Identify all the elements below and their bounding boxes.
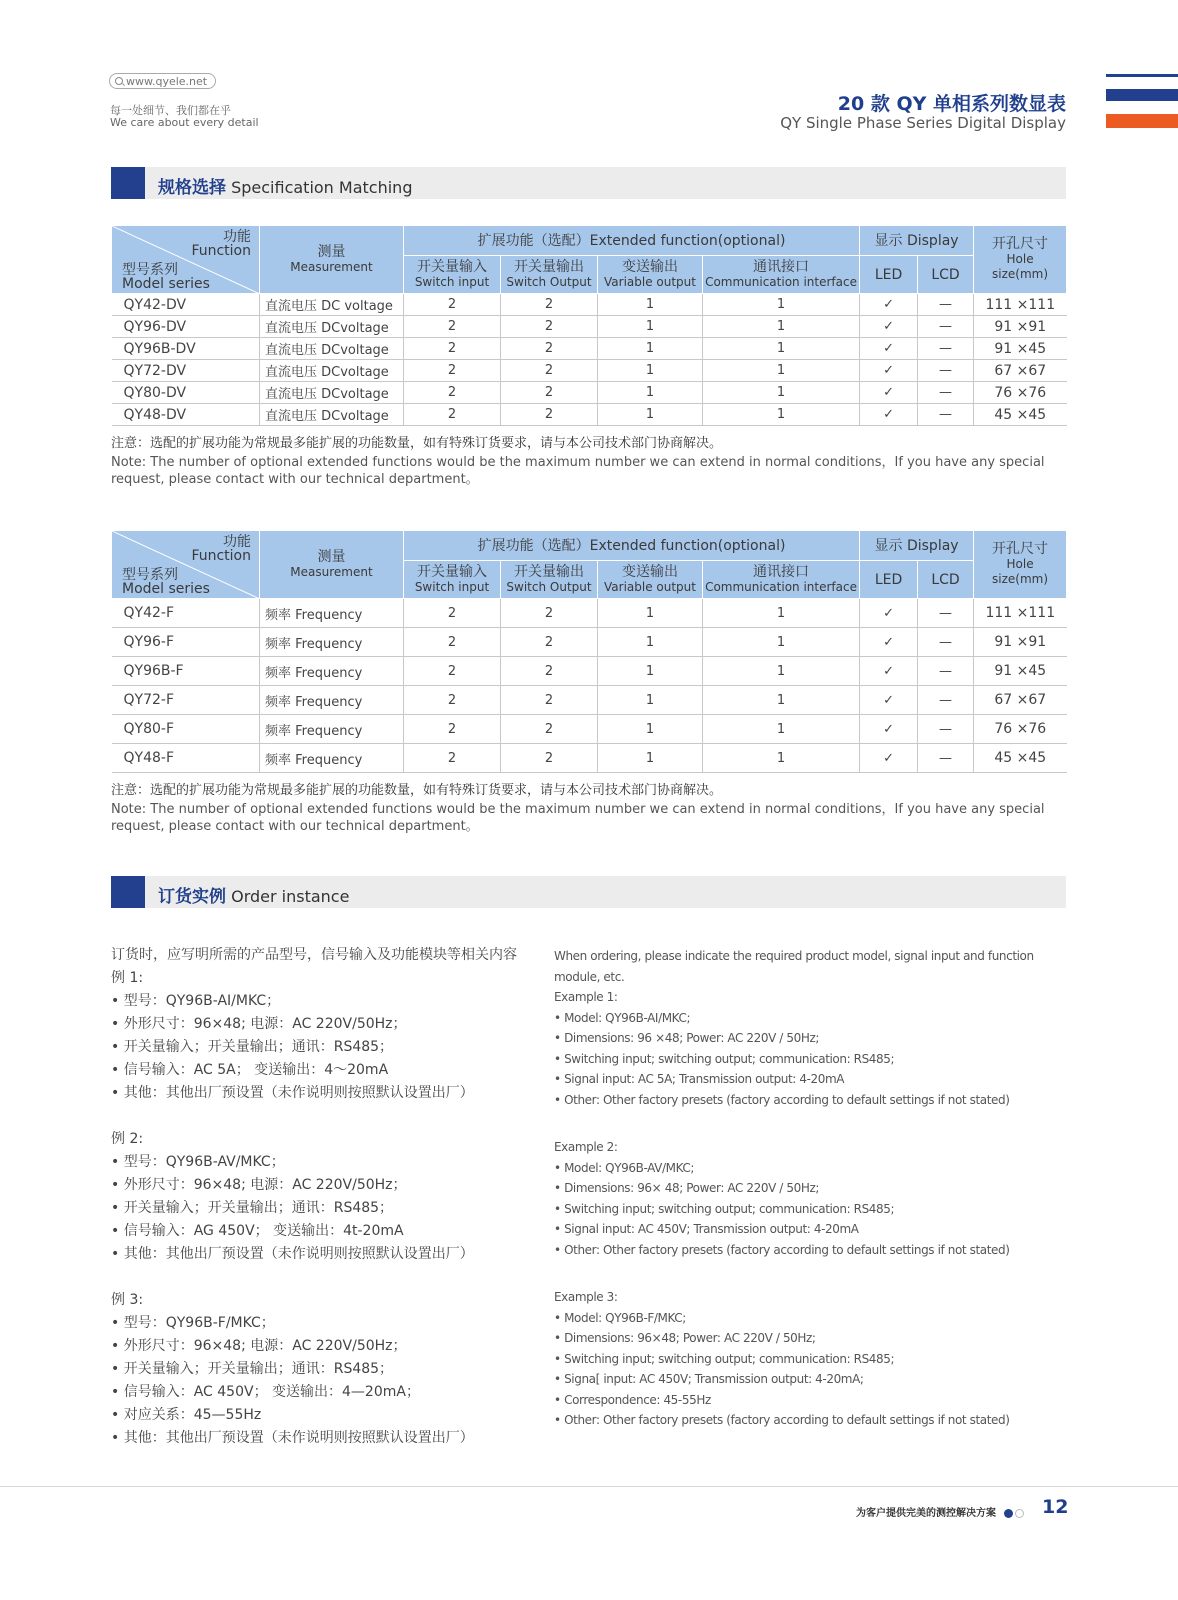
slogan-cn: 每一处细节、我们都在乎 — [110, 104, 231, 117]
order-line: • Dimensions: 96 ×48; Power: AC 220V / 50Hz; — [554, 1028, 1054, 1049]
cell-meas: 直流电压 DCvoltage — [260, 360, 404, 382]
section-title-en: Order instance — [231, 887, 350, 906]
header-hole-size: 开孔尺寸 Hole size(mm) — [974, 226, 1067, 294]
spec-table-dv — [111, 225, 1067, 426]
cell-so: 2 — [501, 316, 598, 338]
header-extended: 扩展功能（选配）Extended function(optional) — [404, 531, 860, 561]
order-line: • 对应关系：45—55Hz — [111, 1404, 551, 1427]
order-line: • 信号输入：AG 450V； 变送输出：4t-20mA — [111, 1220, 551, 1243]
cell-comm: 1 — [703, 338, 860, 360]
cell-lcd: — — [918, 599, 974, 628]
header-measurement: 测量 Measurement — [260, 531, 404, 599]
cell-vo: 1 — [598, 715, 703, 744]
cell-model: QY96-F — [112, 628, 260, 657]
table-row — [112, 360, 1067, 382]
table-row — [112, 657, 1067, 686]
cell-si: 2 — [404, 294, 501, 316]
cell-model: QY42-F — [112, 599, 260, 628]
order-line-heading: 例 3: — [111, 1292, 144, 1308]
cell-comm: 1 — [703, 316, 860, 338]
cell-vo: 1 — [598, 316, 703, 338]
header-switch-output: 开关量输出 Switch Output — [501, 561, 598, 599]
cell-model: QY80-DV — [112, 382, 260, 404]
cell-hole: 91 ×45 — [974, 657, 1067, 686]
website-url[interactable] — [109, 73, 216, 89]
order-line: • Correspondence: 45-55Hz — [554, 1390, 1054, 1411]
order-line: • Switching input; switching output; communication: RS485; — [554, 1049, 1054, 1070]
order-line: • Model: QY96B-AV/MKC; — [554, 1158, 1054, 1179]
order-line-heading: When ordering, please indicate the required product model, signal input and function module, etc. — [554, 949, 1034, 984]
order-line: • 开关量输入；开关量输出；通讯：RS485； — [111, 1036, 551, 1059]
cell-so: 2 — [501, 744, 598, 773]
cell-so: 2 — [501, 404, 598, 426]
spacer — [111, 1105, 551, 1128]
cell-si: 2 — [404, 360, 501, 382]
order-line: • 其他：其他出厂预设置（未作说明则按照默认设置出厂） — [111, 1243, 551, 1266]
cell-vo: 1 — [598, 744, 703, 773]
order-line: • Dimensions: 96×48; Power: AC 220V / 50Hz; — [554, 1328, 1054, 1349]
cell-so: 2 — [501, 360, 598, 382]
cell-led: ✓ — [860, 294, 918, 316]
cell-meas: 频率 Frequency — [260, 715, 404, 744]
cell-comm: 1 — [703, 686, 860, 715]
cell-led: ✓ — [860, 316, 918, 338]
cell-model: QY80-F — [112, 715, 260, 744]
section-header-spec — [111, 167, 1066, 199]
order-instance-cn — [111, 944, 551, 1450]
header-display: 显示 Display — [860, 531, 974, 561]
order-line: • Signal input: AC 5A; Transmission output: 4-20mA — [554, 1069, 1054, 1090]
table-row — [112, 599, 1067, 628]
section-title-cn: 规格选择 — [158, 178, 226, 198]
cell-si: 2 — [404, 628, 501, 657]
cell-model: QY48-DV — [112, 404, 260, 426]
cell-hole: 91 ×91 — [974, 316, 1067, 338]
cell-hole: 67 ×67 — [974, 686, 1067, 715]
header-model-cn: 型号系列 — [122, 567, 178, 583]
order-line: • 开关量输入；开关量输出；通讯：RS485； — [111, 1358, 551, 1381]
table-row — [112, 338, 1067, 360]
cell-hole: 76 ×76 — [974, 715, 1067, 744]
cell-comm: 1 — [703, 628, 860, 657]
cell-led: ✓ — [860, 338, 918, 360]
order-line-heading: Example 1: — [554, 990, 618, 1004]
slogan-en: We care about every detail — [110, 116, 259, 129]
cell-comm: 1 — [703, 360, 860, 382]
order-line: • Dimensions: 96× 48; Power: AC 220V / 50Hz; — [554, 1178, 1054, 1199]
order-line: • 型号：QY96B-F/MKC； — [111, 1312, 551, 1335]
cell-model: QY96-DV — [112, 316, 260, 338]
search-icon — [115, 77, 123, 85]
cell-led: ✓ — [860, 686, 918, 715]
cell-vo: 1 — [598, 686, 703, 715]
header-hole-size: 开孔尺寸 Hole size(mm) — [974, 531, 1067, 599]
order-line-heading: 订货时，应写明所需的产品型号，信号输入及功能模块等相关内容 — [111, 947, 517, 963]
order-line: • Signa[ input: AC 450V; Transmission output: 4-20mA; — [554, 1369, 1054, 1390]
header-function-en: Function — [191, 548, 251, 564]
header-communication: 通讯接口 Communication interface — [703, 256, 860, 294]
cell-lcd: — — [918, 382, 974, 404]
cell-hole: 111 ×111 — [974, 599, 1067, 628]
cell-model: QY42-DV — [112, 294, 260, 316]
order-instance-en — [554, 946, 1054, 1431]
cell-lcd: — — [918, 657, 974, 686]
cell-so: 2 — [501, 686, 598, 715]
order-line: • Model: QY96B-F/MKC; — [554, 1308, 1054, 1329]
cell-comm: 1 — [703, 715, 860, 744]
spacer — [111, 1266, 551, 1289]
page-number: 12 — [1042, 1496, 1069, 1518]
header-led: LED — [860, 561, 918, 599]
cell-meas: 直流电压 DCvoltage — [260, 382, 404, 404]
cell-meas: 频率 Frequency — [260, 744, 404, 773]
header-measurement: 测量 Measurement — [260, 226, 404, 294]
header-model-en: Model series — [122, 581, 210, 597]
cell-comm: 1 — [703, 404, 860, 426]
cell-so: 2 — [501, 382, 598, 404]
table-row — [112, 404, 1067, 426]
order-line: • Model: QY96B-AI/MKC; — [554, 1008, 1054, 1029]
order-line: • 型号：QY96B-AV/MKC； — [111, 1151, 551, 1174]
order-line: • 开关量输入；开关量输出；通讯：RS485； — [111, 1197, 551, 1220]
order-line: • Switching input; switching output; communication: RS485; — [554, 1349, 1054, 1370]
decor-stripe-orange — [1106, 114, 1178, 128]
table-row — [112, 744, 1067, 773]
cell-hole: 45 ×45 — [974, 744, 1067, 773]
order-line: • Other: Other factory presets (factory according to default settings if not stated) — [554, 1090, 1054, 1111]
note-en-1: Note: The number of optional extended functions would be the maximum number we can extend in normal conditions，If you have any special request, please contact with our technical department。 — [111, 455, 1045, 487]
header-variable-output: 变送输出 Variable output — [598, 256, 703, 294]
cell-si: 2 — [404, 404, 501, 426]
cell-led: ✓ — [860, 360, 918, 382]
cell-vo: 1 — [598, 338, 703, 360]
cell-hole: 76 ×76 — [974, 382, 1067, 404]
cell-led: ✓ — [860, 715, 918, 744]
order-line: • 型号：QY96B-AI/MKC； — [111, 990, 551, 1013]
cell-so: 2 — [501, 294, 598, 316]
cell-si: 2 — [404, 715, 501, 744]
section-title-cn: 订货实例 — [158, 887, 226, 907]
table-row — [112, 715, 1067, 744]
order-line: • 外形尺寸：96×48; 电源：AC 220V/50Hz； — [111, 1013, 551, 1036]
header-model-cn: 型号系列 — [122, 262, 178, 278]
cell-hole: 45 ×45 — [974, 404, 1067, 426]
header-extended: 扩展功能（选配）Extended function(optional) — [404, 226, 860, 256]
order-line-heading: Example 3: — [554, 1290, 618, 1304]
cell-meas: 频率 Frequency — [260, 599, 404, 628]
cell-lcd: — — [918, 294, 974, 316]
cell-si: 2 — [404, 686, 501, 715]
cell-comm: 1 — [703, 294, 860, 316]
cell-meas: 频率 Frequency — [260, 628, 404, 657]
cell-vo: 1 — [598, 360, 703, 382]
header-model-function — [112, 531, 260, 599]
cell-model: QY96B-DV — [112, 338, 260, 360]
header-model-function — [112, 226, 260, 294]
cell-meas: 直流电压 DCvoltage — [260, 316, 404, 338]
cell-comm: 1 — [703, 657, 860, 686]
section-marker — [111, 167, 145, 199]
cell-led: ✓ — [860, 657, 918, 686]
cell-lcd: — — [918, 316, 974, 338]
order-line: • 其他：其他出厂预设置（未作说明则按照默认设置出厂） — [111, 1427, 551, 1450]
header-variable-output: 变送输出 Variable output — [598, 561, 703, 599]
cell-lcd: — — [918, 338, 974, 360]
header-lcd: LCD — [918, 256, 974, 294]
cell-hole: 67 ×67 — [974, 360, 1067, 382]
cell-so: 2 — [501, 338, 598, 360]
cell-led: ✓ — [860, 599, 918, 628]
cell-hole: 91 ×91 — [974, 628, 1067, 657]
cell-led: ✓ — [860, 628, 918, 657]
spec-table-f — [111, 530, 1067, 773]
order-line: • 信号输入：AC 450V； 变送输出：4—20mA； — [111, 1381, 551, 1404]
header-led: LED — [860, 256, 918, 294]
cell-vo: 1 — [598, 382, 703, 404]
cell-si: 2 — [404, 382, 501, 404]
cell-si: 2 — [404, 316, 501, 338]
section-header-order — [111, 876, 1066, 908]
header-model-en: Model series — [122, 276, 210, 292]
cell-lcd: — — [918, 360, 974, 382]
cell-model: QY72-F — [112, 686, 260, 715]
order-line: • Signal input: AC 450V; Transmission output: 4-20mA — [554, 1219, 1054, 1240]
cell-so: 2 — [501, 599, 598, 628]
cell-model: QY48-F — [112, 744, 260, 773]
cell-lcd: — — [918, 744, 974, 773]
order-line: • 外形尺寸：96×48; 电源：AC 220V/50Hz； — [111, 1335, 551, 1358]
page-title-cn: 20 款 QY 单相系列数显表 — [837, 93, 1066, 115]
footer-dots — [1004, 1503, 1026, 1522]
page-title-en: QY Single Phase Series Digital Display — [780, 114, 1066, 132]
table-row — [112, 316, 1067, 338]
header-switch-input: 开关量输入 Switch input — [404, 561, 501, 599]
decor-stripe-blue — [1106, 89, 1178, 101]
cell-lcd: — — [918, 628, 974, 657]
header-function-cn: 功能 — [223, 229, 251, 245]
spacer — [554, 1260, 1054, 1287]
cell-si: 2 — [404, 744, 501, 773]
cell-hole: 91 ×45 — [974, 338, 1067, 360]
cell-comm: 1 — [703, 382, 860, 404]
cell-meas: 直流电压 DCvoltage — [260, 404, 404, 426]
dot-icon — [1015, 1509, 1024, 1518]
cell-model: QY72-DV — [112, 360, 260, 382]
cell-lcd: — — [918, 404, 974, 426]
cell-vo: 1 — [598, 657, 703, 686]
cell-so: 2 — [501, 715, 598, 744]
header-function-cn: 功能 — [223, 534, 251, 550]
order-line: • 其他：其他出厂预设置（未作说明则按照默认设置出厂） — [111, 1082, 551, 1105]
cell-si: 2 — [404, 338, 501, 360]
cell-so: 2 — [501, 657, 598, 686]
table-row — [112, 628, 1067, 657]
order-line: • Switching input; switching output; communication: RS485; — [554, 1199, 1054, 1220]
cell-lcd: — — [918, 686, 974, 715]
cell-vo: 1 — [598, 628, 703, 657]
header-function-en: Function — [191, 243, 251, 259]
header-switch-input: 开关量输入 Switch input — [404, 256, 501, 294]
cell-meas: 直流电压 DCvoltage — [260, 338, 404, 360]
section-marker — [111, 876, 145, 908]
cell-meas: 频率 Frequency — [260, 657, 404, 686]
dot-icon — [1004, 1509, 1013, 1518]
cell-comm: 1 — [703, 599, 860, 628]
cell-vo: 1 — [598, 294, 703, 316]
order-line-heading: 例 2: — [111, 1131, 144, 1147]
header-communication: 通讯接口 Communication interface — [703, 561, 860, 599]
table-row — [112, 294, 1067, 316]
order-line-heading: Example 2: — [554, 1140, 618, 1154]
cell-meas: 直流电压 DC voltage — [260, 294, 404, 316]
note-en-2: Note: The number of optional extended functions would be the maximum number we can extend in normal conditions，If you have any special request, please contact with our technical department。 — [111, 802, 1045, 834]
order-line: • 外形尺寸：96×48; 电源：AC 220V/50Hz； — [111, 1174, 551, 1197]
table-row — [112, 382, 1067, 404]
header-display: 显示 Display — [860, 226, 974, 256]
cell-so: 2 — [501, 628, 598, 657]
order-line: • 信号输入：AC 5A； 变送输出：4～20mA — [111, 1059, 551, 1082]
note-cn-1: 注意：选配的扩展功能为常规最多能扩展的功能数量，如有特殊订货要求，请与本公司技术部门协商解决。 — [111, 436, 723, 451]
cell-led: ✓ — [860, 382, 918, 404]
spacer — [554, 1110, 1054, 1137]
cell-hole: 111 ×111 — [974, 294, 1067, 316]
section-title-en: Specification Matching — [231, 178, 413, 197]
order-line: • Other: Other factory presets (factory according to default settings if not stated) — [554, 1410, 1054, 1431]
cell-model: QY96B-F — [112, 657, 260, 686]
footer-slogan: 为客户提供完美的测控解决方案 — [856, 1508, 996, 1519]
order-line: • Other: Other factory presets (factory according to default settings if not stated) — [554, 1240, 1054, 1261]
cell-meas: 频率 Frequency — [260, 686, 404, 715]
note-cn-2: 注意：选配的扩展功能为常规最多能扩展的功能数量，如有特殊订货要求，请与本公司技术部门协商解决。 — [111, 783, 723, 798]
cell-si: 2 — [404, 657, 501, 686]
cell-si: 2 — [404, 599, 501, 628]
cell-vo: 1 — [598, 599, 703, 628]
cell-led: ✓ — [860, 404, 918, 426]
cell-led: ✓ — [860, 744, 918, 773]
header-lcd: LCD — [918, 561, 974, 599]
decor-stripe-blue-thin — [1106, 74, 1178, 77]
cell-vo: 1 — [598, 404, 703, 426]
url-text: www.qyele.net — [126, 75, 208, 88]
cell-comm: 1 — [703, 744, 860, 773]
footer-divider — [0, 1486, 1178, 1487]
header-switch-output: 开关量输出 Switch Output — [501, 256, 598, 294]
cell-lcd: — — [918, 715, 974, 744]
order-line-heading: 例 1: — [111, 970, 144, 986]
table-row — [112, 686, 1067, 715]
